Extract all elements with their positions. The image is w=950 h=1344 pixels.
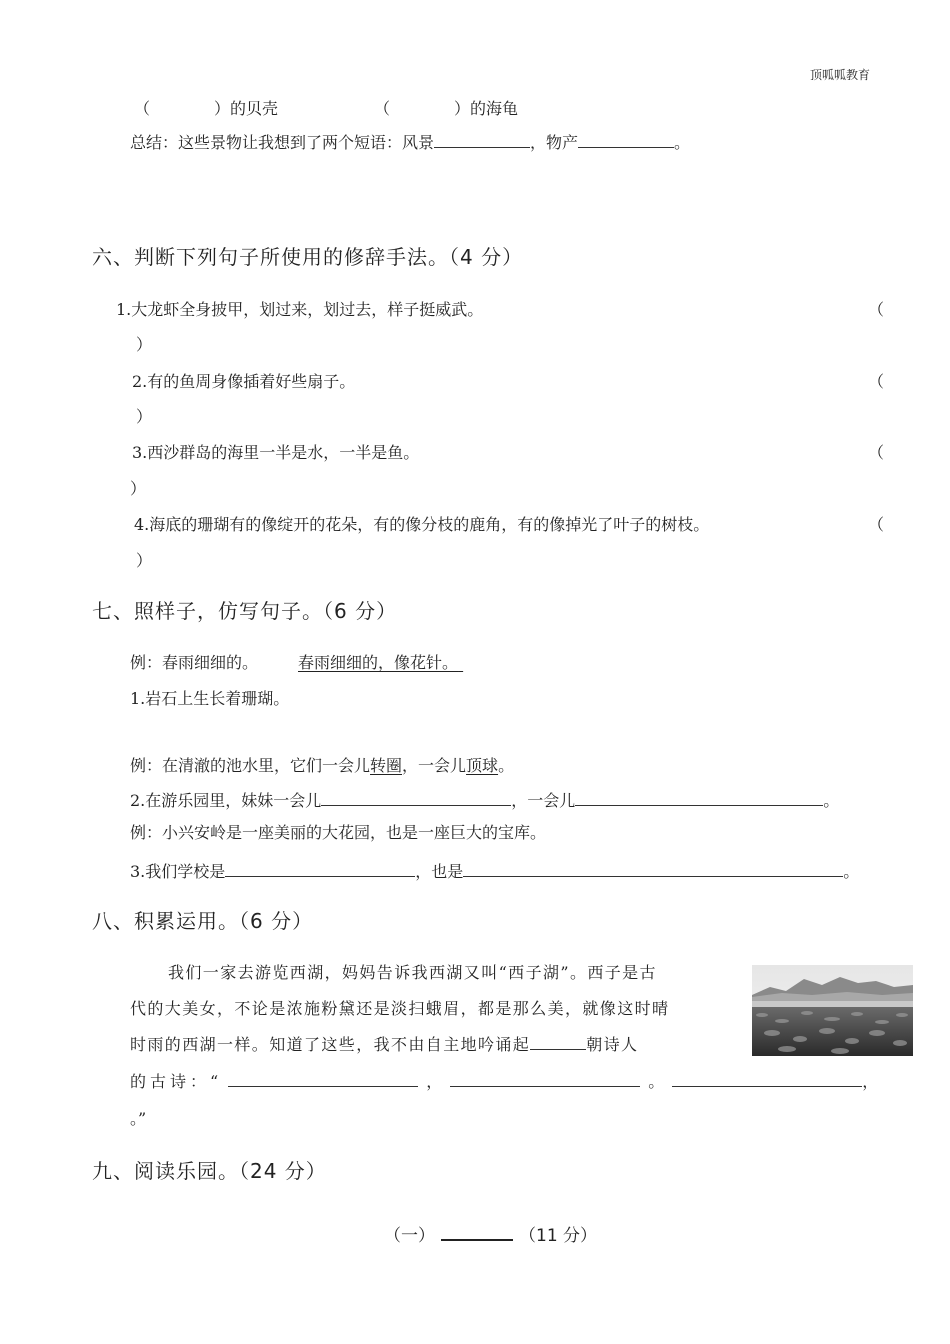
s9-sub-prefix: （一） [384,1226,435,1246]
s7-q3-c: 。 [843,862,860,881]
s7-q3-blank-1[interactable] [225,862,415,877]
photo-svg [752,965,913,1056]
s6-item-2: 2.有的鱼周身像插着好些扇子。 [132,372,356,391]
s7-example-2 [130,753,514,776]
intro-item-turtle [374,96,518,119]
s8-line-4-c: 。 [648,1072,665,1091]
west-lake-lotus-photo [752,965,913,1056]
s6-item-3-open: （ [868,443,885,462]
summary-end: 。 [674,133,691,152]
summary-blank-products[interactable] [578,133,674,148]
s8-dynasty-blank[interactable] [530,1035,586,1050]
intro-paren-b: （ ） [374,99,471,118]
s6-item-4: 4.海底的珊瑚有的像绽开的花朵，有的像分枝的鹿角，有的像掉光了叶子的树枝。 [134,515,710,534]
s8-line-3-b: 朝诗人 [586,1035,639,1054]
s8-poem-blank-3[interactable] [672,1072,862,1087]
s7-q3-b: ，也是 [415,862,464,881]
s8-line-3-a: 时雨的西湖一样。知道了这些，我不由自主地吟诵起 [130,1035,531,1054]
s7-example-1 [130,650,463,673]
s6-item-3-answer[interactable]: ） [130,479,147,498]
s9-sub-suffix: （11 分） [519,1226,598,1246]
s7-q2-blank-2[interactable] [575,791,823,806]
s7-question-2 [130,788,839,811]
s7-q2-b: ，一会儿 [511,791,576,810]
s7-example-1-answer: 春雨细细的，像花针。 [298,653,459,672]
s7-q3-a: 3.我们学校是 [130,862,226,881]
s8-line-4 [130,1069,878,1092]
summary-label: 总结：这些景物让我想到了两个短语：风景 [130,133,435,152]
section9-title: 九、阅读乐园。（24 分） [92,1159,327,1183]
s6-item-1-open: （ [868,300,885,319]
s7-q2-blank-1[interactable] [321,791,511,806]
s7-example-2-b: 转圈 [370,756,403,775]
s8-line-5: 。” [130,1109,147,1128]
s7-example-2-a: 例：在清澈的池水里，它们一会儿 [130,756,371,775]
section7-title: 七、照样子，仿写句子。（6 分） [92,599,398,623]
s8-line-4-b: ， [426,1072,443,1091]
s7-q2-c: 。 [823,791,840,810]
s8-line-3 [130,1032,638,1055]
s7-example-2-c: ，一会儿 [402,756,467,775]
s6-item-2-answer[interactable]: ） [136,407,153,426]
s6-item-4-open: （ [868,515,885,534]
s7-example-2-d: 顶球 [466,756,499,775]
s7-question-3 [130,859,859,882]
summary-blank-scenery[interactable] [434,133,530,148]
s8-line-4-d: ， [862,1072,879,1091]
intro-text-a: 的贝壳 [230,99,279,118]
s6-item-2-open: （ [868,372,885,391]
intro-item-shell [134,96,278,119]
s8-poem-blank-1[interactable] [228,1072,418,1087]
s7-q3-blank-2[interactable] [463,862,843,877]
intro-summary [130,130,690,153]
s9-title-blank[interactable] [441,1225,513,1241]
s8-poem-blank-2[interactable] [450,1072,640,1087]
s7-question-1: 1.岩石上生长着珊瑚。 [130,689,290,708]
s6-item-4-answer[interactable]: ） [136,551,153,570]
header-brand: 顶呱呱教育 [810,68,871,82]
s9-subtitle [384,1221,597,1246]
section8-title: 八、积累运用。（6 分） [92,909,314,933]
s8-line-2: 代的大美女，不论是浓施粉黛还是淡扫蛾眉，都是那么美，就像这时晴 [130,999,670,1018]
s7-q2-a: 2.在游乐园里，妹妹一会儿 [130,791,322,810]
section6-title: 六、判断下列句子所使用的修辞手法。（4 分） [92,245,524,269]
s6-item-3: 3.西沙群岛的海里一半是水，一半是鱼。 [132,443,420,462]
s7-example-3: 例：小兴安岭是一座美丽的大花园，也是一座巨大的宝库。 [130,823,547,842]
s6-item-1: 1.大龙虾全身披甲，划过来，划过去，样子挺威武。 [116,300,484,319]
s6-item-1-answer[interactable]: ） [136,335,153,354]
s7-example-2-e: 。 [498,756,515,775]
s8-line-4-a: 的古诗：“ [130,1072,223,1091]
s7-example-1-prefix: 例：春雨细细的。 [130,653,259,672]
intro-text-b: 的海龟 [470,99,519,118]
intro-paren-a: （ ） [134,99,231,118]
s8-line-1: 我们一家去游览西湖，妈妈告诉我西湖又叫“西子湖”。西子是古 [168,963,657,982]
summary-mid-label: ，物产 [530,133,579,152]
